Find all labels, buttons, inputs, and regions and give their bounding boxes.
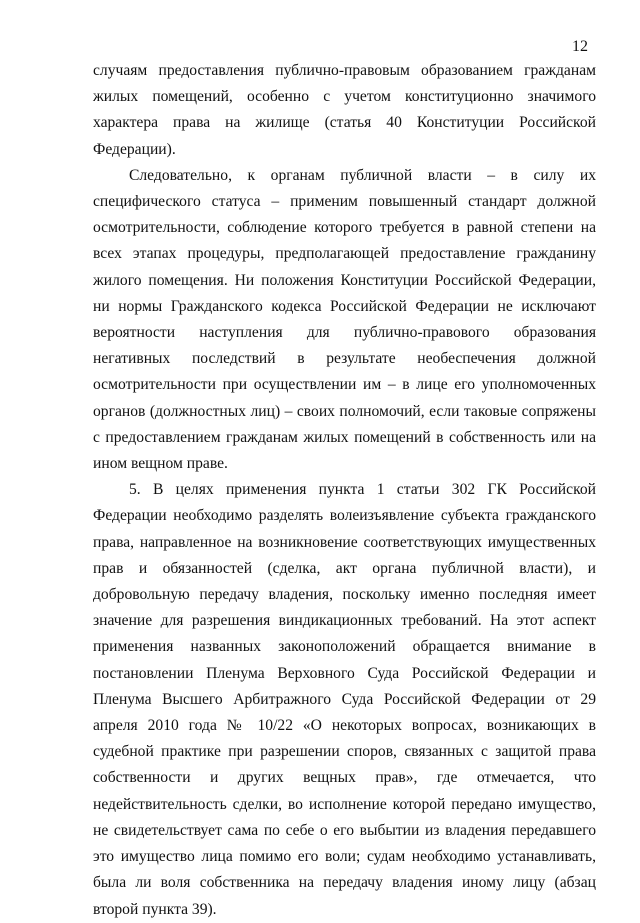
paragraph-due-diligence: Следовательно, к органам публичной власти – в силу их специфического статуса – применим повышенный стандарт должной осмотрительности, соблюдение которого требуется в равной степени на всех этапах процедуры, предполагающей предоставление гражданину жилого помещения. Ни положения Конституции Российской Федерации, ни нормы Гражданского кодекса Российской Федерации не исключают вероятности наступления для публично-правового образования негативных последствий в результате необеспечения должной осмотрительности при осуществлении им – в лице его уполномоченных органов (должностных лиц) – своих полномочий, если таковые сопряжены с предоставлением гражданам жилых помещений в собственность или на ином вещном праве.	[93, 166, 596, 473]
page-number: 12	[572, 38, 588, 55]
paragraph-point-5: 5. В целях применения пункта 1 статьи 302 ГК Российской Федерации необходимо разделять волеизъявление субъекта гражданского права, направленное на возникновение соответствующих имущественных прав и обязанностей (сделка, акт органа публичной власти), и добровольную передачу владения, поскольку именно последняя имеет значение для разрешения виндикационных требований. На этот аспект применения названных законоположений обращается внимание в постановлении Пленума Верховного Суда Российской Федерации и Пленума Высшего Арбитражного Суда Российской Федерации от 29 апреля 2010 года № 10/22 «О некоторых вопросах, возникающих в судебной практике при разрешении споров, связанных с защитой права собственности и других вещных прав», где отмечается, что недействительность сделки, во исполнение которой передано имущество, не свидетельствует сама по себе о его выбытии из владения передавшего это имущество лица помимо его воли; судам необходимо устанавливать, была ли воля собственника на передачу владения иному лицу (абзац второй пункта 39).	[93, 481, 596, 918]
document-body	[93, 58, 596, 923]
paragraph-continuation: случаям предоставления публично-правовым образованием гражданам жилых помещений, особенно с учетом конституционно значимого характера права на жилище (статья 40 Конституции Российской Федерации).	[93, 62, 596, 158]
